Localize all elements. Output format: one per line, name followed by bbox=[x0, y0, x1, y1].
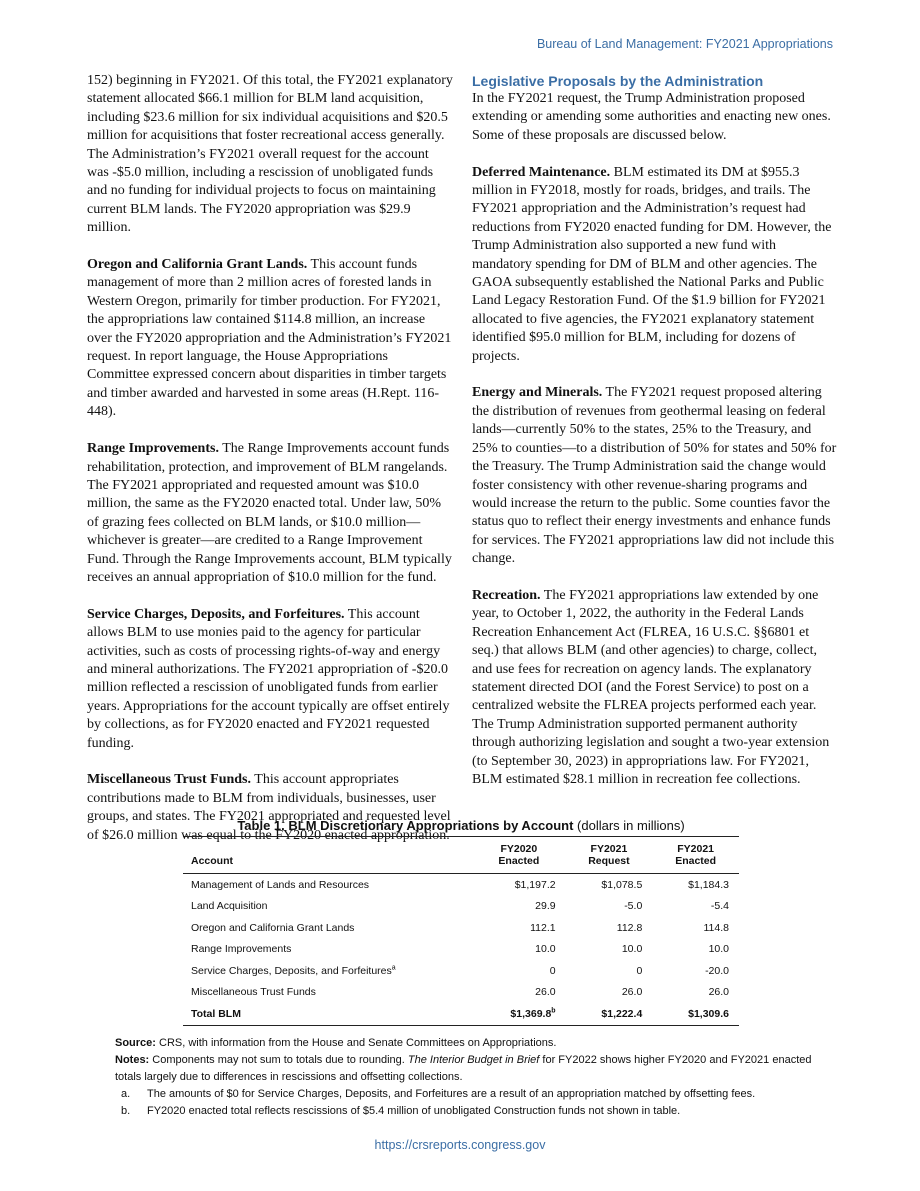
deferred-maintenance-text: BLM estimated its DM at $955.3 million in FY2018, mostly for roads, bridges, and trails. The FY2021 appropriation and the Administration’s request had reductions from FY2020 enacted funding for DM. However, the Trump Administration also supported a new fund with mandatory spending for DM of BLM and other agencies. The GAOA subsequently established the National Parks and Public Land Legacy Restoration Fund. Of the $1.9 billion for FY2021 allocated to five agencies, the FY2021 explanatory statement identified $95.0 million for BLM, including for dozens of projects. bbox=[472, 164, 832, 364]
row-fy2020: 0 bbox=[549, 964, 556, 977]
total-label: Total BLM bbox=[183, 1003, 472, 1025]
appropriations-table-block bbox=[183, 818, 739, 1026]
table-row bbox=[183, 896, 739, 918]
row-request: 112.8 bbox=[616, 921, 643, 934]
row-enacted: $1,184.3 bbox=[688, 878, 729, 891]
section-heading: Legislative Proposals by the Administration bbox=[472, 73, 764, 89]
appropriations-table bbox=[183, 837, 739, 1026]
header-account: Account bbox=[183, 837, 472, 874]
total-request: $1,222.4 bbox=[566, 1003, 653, 1025]
row-request: -5.0 bbox=[624, 900, 643, 913]
footnote-a: a. The amounts of $0 for Service Charges, Deposits, and Forfeitures are a result of an appropriation matched by offsetting fees. bbox=[121, 1088, 756, 1100]
row-account: Miscellaneous Trust Funds bbox=[191, 986, 316, 999]
table-row bbox=[183, 874, 739, 896]
row-account: Oregon and California Grant Lands bbox=[191, 921, 355, 934]
total-enacted: $1,309.6 bbox=[652, 1003, 739, 1025]
service-charges-title: Service Charges, Deposits, and Forfeitures. bbox=[87, 606, 345, 622]
row-fy2020: 112.1 bbox=[530, 921, 556, 934]
row-request: 10.0 bbox=[621, 943, 643, 956]
range-improvements-text: The Range Improvements account funds rehabilitation, protection, and improvement of BLM rangelands. The FY2021 appropriated and requested amount was $10.0 million, the same as the FY2020 enacted total. Under law, 50% of grazing fees collected on BLM lands, or $10.0 million—whichever is greater—are credited to a Range Improvement Fund. Through the Range Improvements account, BLM typically receives an annual appropriation of $10.0 million for the fund. bbox=[87, 441, 452, 585]
footnote-ref-b: b bbox=[551, 1007, 556, 1015]
range-improvements-paragraph bbox=[87, 440, 453, 587]
row-request: 26.0 bbox=[621, 986, 643, 999]
energy-minerals-title: Energy and Minerals. bbox=[472, 385, 603, 401]
misc-trust-funds-title: Miscellaneous Trust Funds. bbox=[87, 772, 252, 788]
oc-grant-lands-paragraph bbox=[87, 256, 453, 422]
row-account: Land Acquisition bbox=[191, 900, 268, 913]
service-charges-paragraph bbox=[87, 606, 453, 753]
row-enacted: -5.4 bbox=[710, 900, 729, 913]
range-improvements-title: Range Improvements. bbox=[87, 441, 219, 457]
source-note: Source: CRS, with information from the House and Senate Committees on Appropriations. bbox=[115, 1037, 557, 1049]
total-fy2020: $1,369.8$^b$ bbox=[472, 1003, 565, 1025]
energy-minerals-text: The FY2021 request proposed altering the distribution of revenues from geothermal leasing on federal lands—currently 50% to the states, 25% to the Treasury, and 25% to counties—to a distribution of 50% for states and 50% for the Treasury. The Trump Administration said the change would foster consistency with other revenue-sharing programs and would increase the return to the public. Some counties favor the status quo to reflect their energy investments and enhance funds for services. The FY2021 appropriations law did not include this change. bbox=[472, 385, 837, 567]
row-request: 0 bbox=[636, 964, 643, 977]
row-enacted: 26.0 bbox=[708, 986, 729, 999]
footnote-b: b. FY2020 enacted total reflects rescissions of $5.4 million of unobligated Construction funds not shown in table. bbox=[121, 1105, 681, 1117]
row-fy2020: 10.0 bbox=[535, 943, 556, 956]
table-total-row bbox=[183, 1003, 739, 1025]
proposals-intro-paragraph: In the FY2021 request, the Trump Administration proposed extending or amending some authorities and enacting new ones. Some of these proposals are discussed below. bbox=[472, 91, 831, 143]
header-fy2020-enacted: FY2020 Enacted bbox=[472, 837, 565, 874]
header-fy2021-enacted: FY2021 Enacted bbox=[652, 837, 739, 874]
deferred-maintenance-title: Deferred Maintenance. bbox=[472, 164, 611, 180]
energy-minerals-paragraph bbox=[472, 384, 838, 568]
row-account: Management of Lands and Resources bbox=[191, 878, 370, 891]
table-row bbox=[183, 939, 739, 961]
oc-grant-lands-text: This account funds management of more than 2 million acres of forested lands in Western Oregon, primarily for timber production. For FY2021, the appropriations law contained $114.8 million, an increase over the FY2020 appropriation and the Administration’s FY2021 request. In report language, the House Appropriations Committee expressed concern about disparities in timber targets and timber awarded and harvested in some areas (H.Rept. 116-448). bbox=[87, 257, 452, 420]
row-fy2020: 26.0 bbox=[535, 986, 556, 999]
table-header-row bbox=[183, 837, 739, 874]
running-header: Bureau of Land Management: FY2021 Appropriations bbox=[536, 37, 833, 51]
notes-note: Notes: Components may not sum to totals due to rounding. The Interior Budget in Brief for FY2022 shows higher FY2020 and FY2021 enacted totals largely due to differences in rescissions and offsetting collections. bbox=[115, 1054, 812, 1083]
service-charges-text: This account allows BLM to use monies paid to the agency for particular activities, such as costs of processing rights-of-way and energy and mineral authorizations. The FY2021 appropriation of -$20.0 million reflected a rescission of unobligated funds from earlier years. Appropriations for the account typically are offset entirely by collections, as for FY2020 enacted and FY2021 requested funding. bbox=[87, 606, 450, 751]
footnote-ref-a: a bbox=[391, 964, 396, 972]
recreation-title: Recreation. bbox=[472, 587, 541, 603]
land-acquisition-paragraph: 152) beginning in FY2021. Of this total, the FY2021 explanatory statement allocated $66.1 million for BLM land acquisition, including $23.6 million for six individual acquisitions and $20.5 million for acquisitions that foster recreational access generally. The Administration’s FY2021 overall request for the account was -$5.0 million, including a rescission of unobligated funds and no funding for individual projects to focus on maintaining current BLM lands. The FY2020 appropriation was $29.9 million. bbox=[87, 73, 453, 236]
header-fy2021-request: FY2021 Request bbox=[566, 837, 653, 874]
table-title: Table 1. BLM Discretionary Appropriations by Account bbox=[237, 818, 574, 833]
table-row bbox=[183, 960, 739, 982]
row-enacted: -20.0 bbox=[705, 964, 729, 977]
oc-grant-lands-title: Oregon and California Grant Lands. bbox=[87, 257, 308, 273]
row-enacted: 10.0 bbox=[708, 943, 729, 956]
deferred-maintenance-paragraph bbox=[472, 164, 838, 366]
row-enacted: 114.8 bbox=[703, 921, 729, 934]
table-unit: (dollars in millions) bbox=[573, 818, 685, 833]
row-fy2020: 29.9 bbox=[535, 900, 556, 913]
table-row bbox=[183, 917, 739, 939]
misc-trust-funds-text: This account appropriates contributions made to BLM from individuals, businesses, user groups, and states. The FY2021 appropriated and requested level of $26.0 million was equal to the FY2020 enacted appropriation. bbox=[87, 772, 451, 843]
row-request: $1,078.5 bbox=[601, 878, 643, 891]
recreation-text: The FY2021 appropriations law extended by one year, to October 1, 2022, the authority in the Federal Lands Recreation Enhancement Act (FLREA, 16 U.S.C. §§6801 et seq.) that allows BLM (and other agencies) to charge, collect, and use fees for recreation on agency lands. The explanatory statement directed DOI (and the Forest Service) to post on a centralized website the FLREA projects performed each year. The Trump Administration supported permanent authority through authorizing legislation and sought a two-year extension (to September 30, 2023) in appropriations law. For FY2021, BLM estimated $28.1 million in recreation fee collections. bbox=[472, 587, 830, 787]
table-row bbox=[183, 982, 739, 1004]
row-account: Service Charges, Deposits, and Forfeitures$^a$ bbox=[191, 964, 396, 977]
table-notes bbox=[115, 1035, 815, 1120]
row-account: Range Improvements bbox=[191, 943, 292, 956]
right-column bbox=[472, 72, 838, 789]
left-column bbox=[87, 72, 453, 845]
recreation-paragraph bbox=[472, 587, 838, 789]
footer-url-link[interactable]: https://crsreports.congress.gov bbox=[374, 1138, 546, 1152]
table-caption bbox=[183, 818, 739, 837]
row-fy2020: $1,197.2 bbox=[514, 878, 556, 891]
